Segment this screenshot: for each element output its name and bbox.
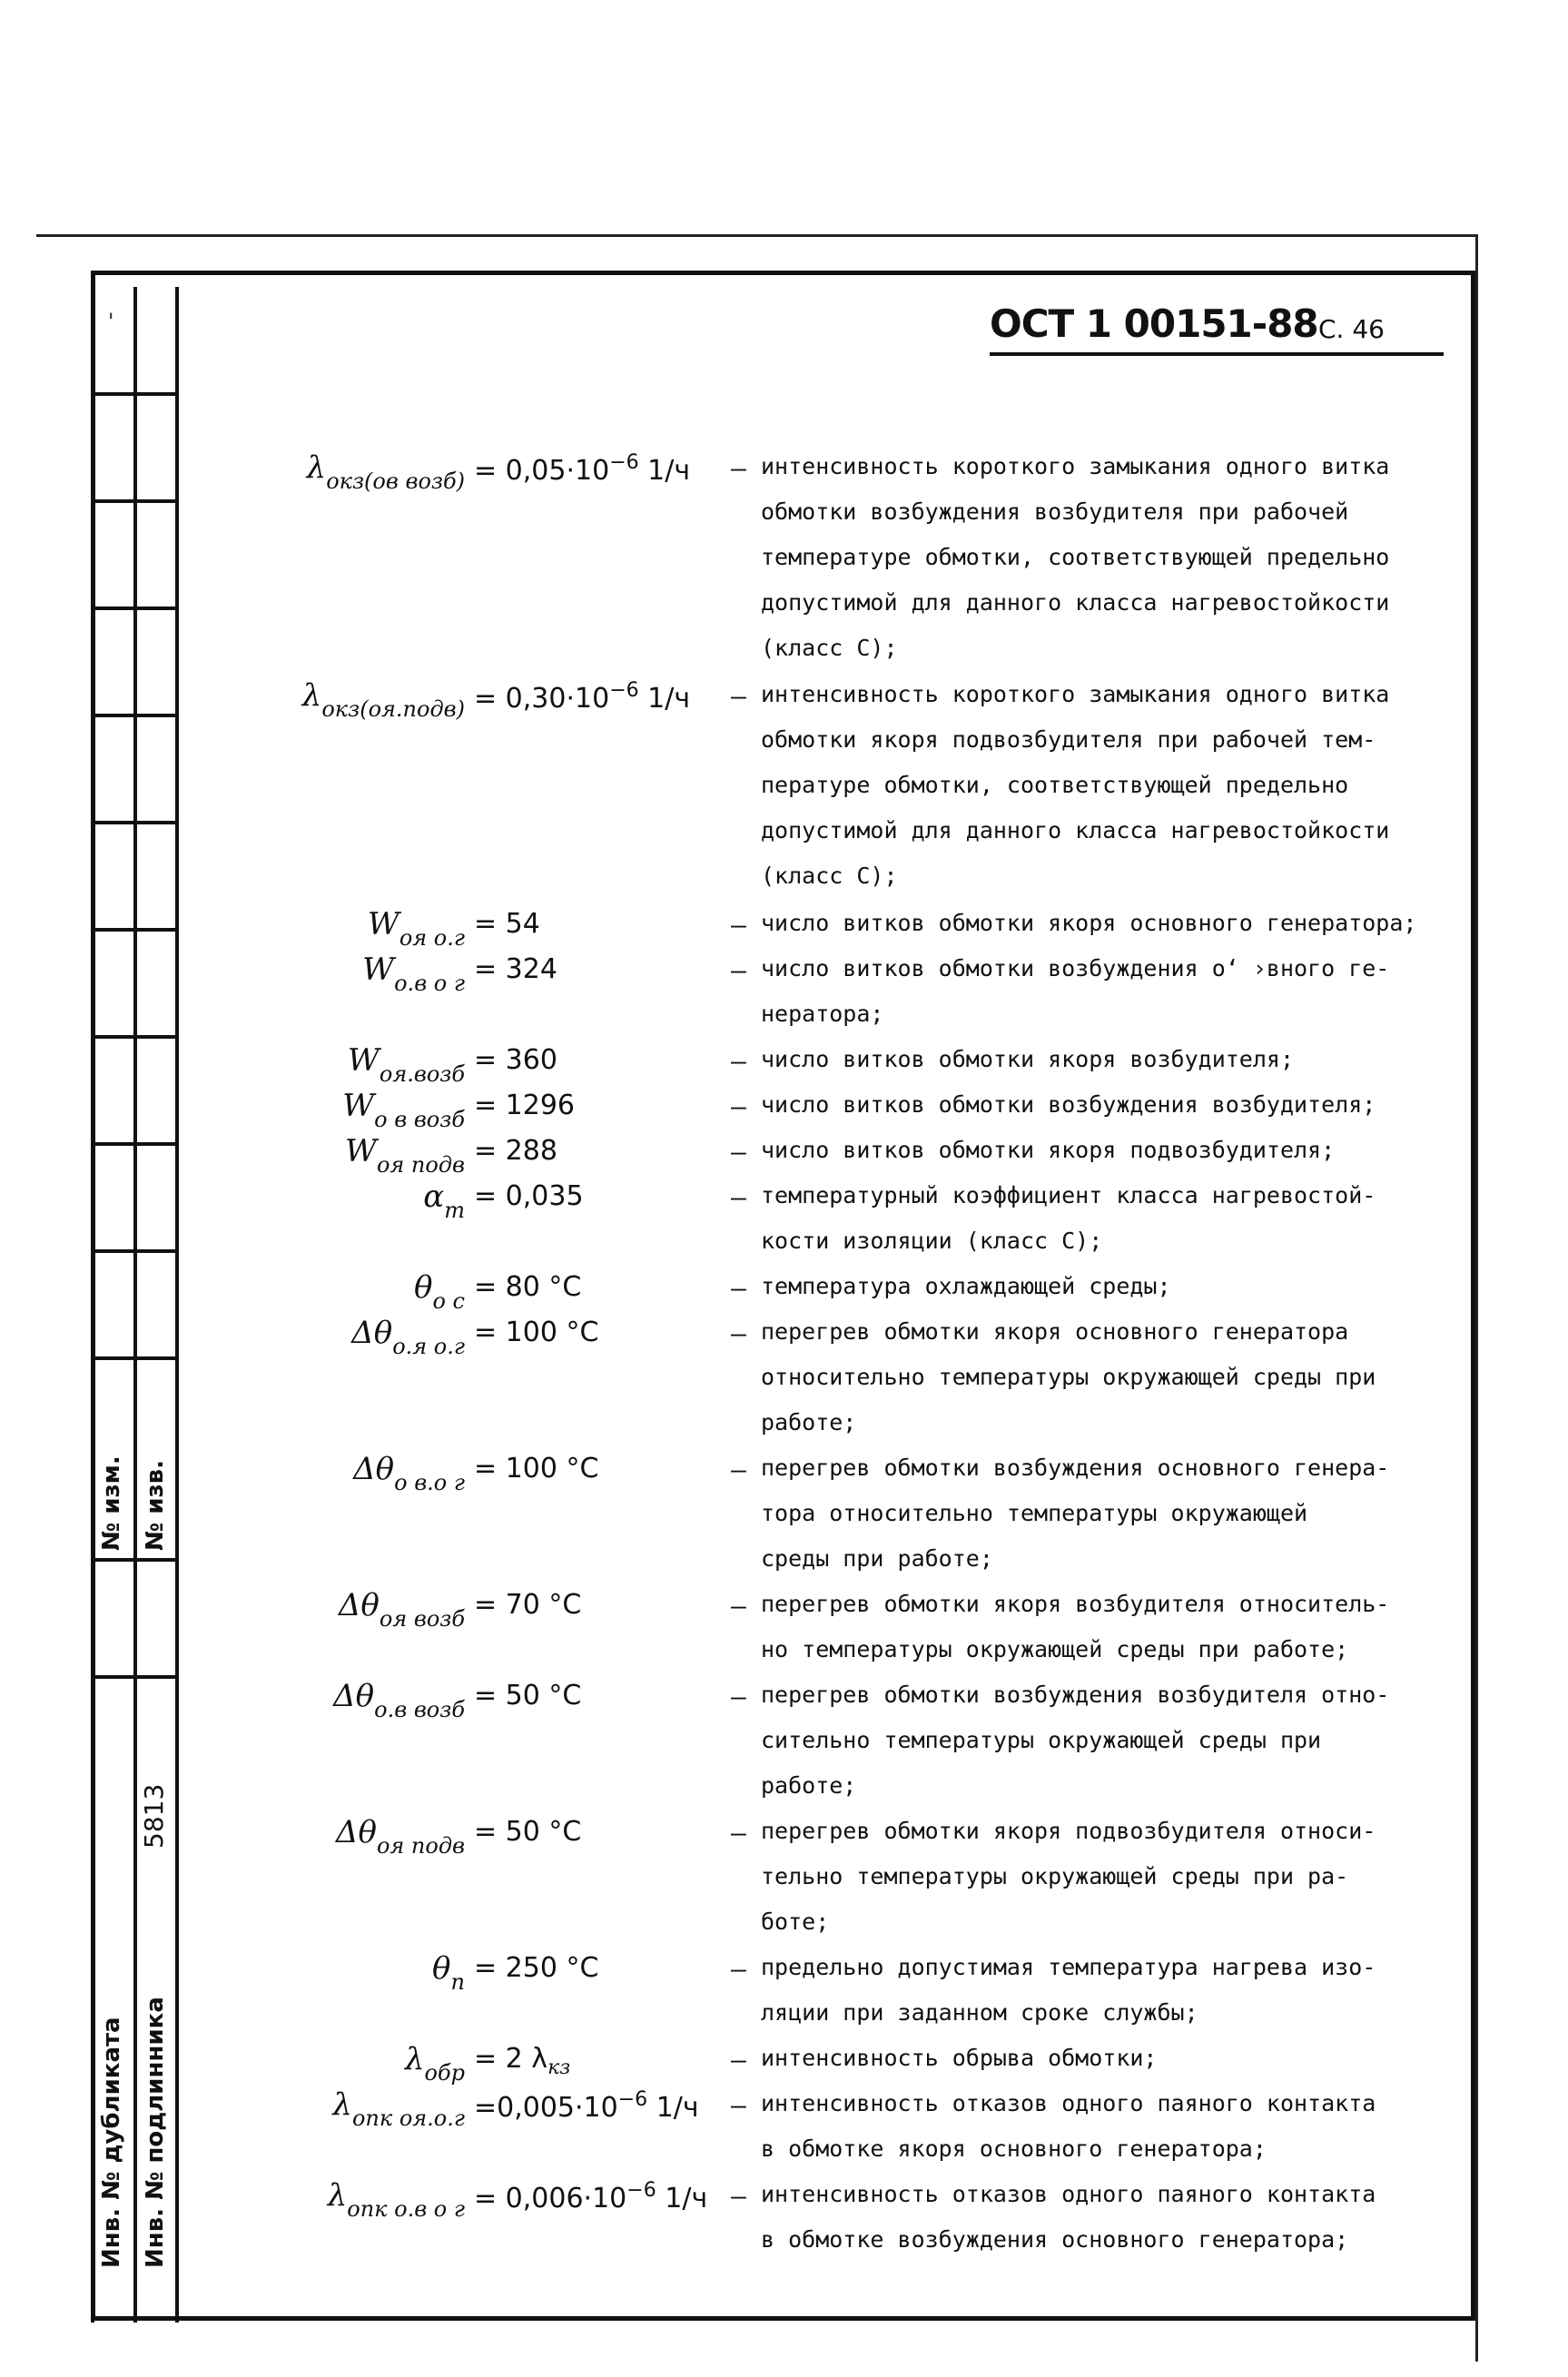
value-unit: 1/ч: [638, 683, 691, 715]
description-line: температуре обмотки, соответствующей предельно: [761, 544, 1390, 570]
parameter-description: [761, 1128, 1433, 1173]
podlinnik-value: 5813: [139, 1783, 169, 1849]
scan-mark: ': [104, 309, 118, 334]
symbol-base: W: [362, 952, 395, 988]
description-line: перегрев обмотки якоря возбудителя относитель-: [761, 1591, 1390, 1617]
value-number: = 100 °С: [474, 1317, 599, 1348]
value-number: =0,005·10: [474, 2092, 618, 2124]
description-line: интенсивность отказов одного паяного контакта: [761, 2181, 1376, 2207]
parameter-symbol: [332, 2086, 465, 2131]
dash-separator: –: [731, 1318, 746, 1348]
value-exponent: −6: [609, 451, 639, 474]
parameter-value: [474, 1816, 581, 1848]
description-line: среды при работе;: [761, 1545, 993, 1572]
symbol-base: α: [423, 1179, 445, 1215]
description-line: перегрев обмотки якоря основного генератора: [761, 1318, 1349, 1345]
value-number: = 0,05·10: [474, 455, 610, 487]
symbol-base: W: [344, 1133, 377, 1169]
margin-cell-divider: [91, 1558, 177, 1562]
dash-separator: –: [731, 1182, 746, 1212]
margin-cell-divider: [91, 607, 177, 610]
description-line: сительно температуры окружающей среды при: [761, 1727, 1322, 1753]
description-line: нератора;: [761, 1001, 884, 1027]
parameter-symbol: [414, 1269, 465, 1314]
value-number: = 0,30·10: [474, 683, 610, 715]
parameter-value: [474, 1271, 581, 1303]
parameter-symbol: [405, 2041, 465, 2086]
symbol-base: Δθ: [333, 1678, 375, 1714]
dash-separator: –: [731, 1818, 746, 1848]
parameter-description: [761, 444, 1433, 671]
label-izm: № изм.: [98, 1455, 125, 1551]
value-number: = 80 °С: [474, 1271, 582, 1303]
symbol-base: Δθ: [351, 1315, 393, 1351]
symbol-subscript: о в возб: [374, 1107, 465, 1132]
value-unit: 1/ч: [638, 455, 691, 487]
value-number: = 1296: [474, 1090, 576, 1121]
margin-cell-divider: [91, 1675, 177, 1679]
symbol-subscript: о с: [432, 1288, 465, 1314]
page-header: [990, 301, 1444, 356]
value-number: = 360: [474, 1044, 557, 1076]
parameter-description: [761, 1945, 1433, 2036]
parameter-symbol: [342, 1088, 465, 1132]
parameter-value: [474, 2179, 707, 2214]
description-line: допустимой для данного класса нагревостойкости: [761, 817, 1390, 843]
dash-separator: –: [731, 1455, 746, 1484]
description-line: работе;: [761, 1772, 857, 1799]
symbol-subscript: о.в возб: [374, 1697, 465, 1722]
parameter-value: [474, 1317, 598, 1348]
symbol-base: λ: [306, 449, 327, 486]
dash-separator: –: [731, 2181, 746, 2211]
description-line: перегрев обмотки возбуждения возбудителя отно-: [761, 1682, 1390, 1708]
margin-line-2: [133, 287, 137, 2323]
value-exponent: −6: [617, 2088, 648, 2111]
dash-separator: –: [731, 1046, 746, 1076]
parameter-value: [474, 1453, 598, 1484]
description-line: интенсивность короткого замыкания одного витка: [761, 453, 1390, 479]
description-line: кости изоляции (класс С);: [761, 1228, 1103, 1254]
description-line: боте;: [761, 1909, 830, 1935]
margin-cell-divider: [91, 714, 177, 717]
description-line: интенсивность отказов одного паяного контакта: [761, 2090, 1376, 2116]
parameter-value: [474, 1680, 581, 1711]
parameter-description: [761, 2081, 1433, 2172]
dash-separator: –: [731, 2045, 746, 2075]
parameter-value: [474, 1135, 557, 1167]
parameter-description: [761, 1582, 1433, 1672]
description-line: но температуры окружающей среды при работе;: [761, 1636, 1349, 1662]
symbol-subscript: о в.о г: [394, 1470, 465, 1495]
symbol-subscript: опк о.в о г: [347, 2196, 465, 2222]
margin-line-3: [175, 287, 179, 2323]
dash-separator: –: [731, 1137, 746, 1167]
margin-cell-divider: [91, 499, 177, 503]
margin-cell-divider: [91, 1249, 177, 1253]
value-number: = 288: [474, 1135, 557, 1167]
value-number: = 2 λ: [474, 2043, 548, 2075]
symbol-base: W: [367, 906, 399, 942]
value-number: = 70 °С: [474, 1589, 582, 1621]
parameter-symbol: [336, 1814, 465, 1859]
label-dublikata: Инв. № дубликата: [98, 2017, 125, 2268]
symbol-subscript: обр: [424, 2060, 465, 2086]
parameter-description: [761, 1809, 1433, 1945]
description-line: перегрев обмотки якоря подвозбудителя относи-: [761, 1818, 1376, 1844]
description-line: тора относительно температуры окружающей: [761, 1500, 1308, 1526]
parameter-value: [474, 1044, 557, 1076]
symbol-base: λ: [327, 2177, 348, 2214]
description-line: температурный коэффициент класса нагревостой-: [761, 1182, 1376, 1208]
value-number: = 324: [474, 953, 557, 985]
dash-separator: –: [731, 681, 746, 711]
parameter-description: [761, 1037, 1433, 1082]
page-number: С. 46: [1318, 314, 1385, 344]
parameter-description: [761, 2172, 1433, 2263]
parameter-value: [474, 2088, 699, 2124]
description-line: число витков обмотки якоря основного генератора;: [761, 910, 1417, 936]
description-line: пературе обмотки, соответствующей предельно: [761, 772, 1349, 798]
parameter-description: [761, 672, 1433, 899]
symbol-base: Δθ: [353, 1451, 395, 1487]
parameter-value: [474, 451, 690, 487]
description-line: (класс С);: [761, 863, 898, 889]
description-line: ляции при заданном сроке службы;: [761, 1999, 1198, 2026]
dash-separator: –: [731, 910, 746, 940]
symbol-subscript: п: [450, 1969, 465, 1995]
parameter-description: [761, 1264, 1433, 1309]
parameter-symbol: [348, 1042, 465, 1087]
parameter-value: [474, 1952, 598, 1984]
margin-cell-divider: [91, 1356, 177, 1360]
symbol-subscript: опк оя.о.г: [351, 2106, 465, 2131]
dash-separator: –: [731, 1591, 746, 1621]
document-code: ОСТ 1 00151-88: [990, 301, 1318, 346]
symbol-subscript: о.в о г: [394, 971, 465, 996]
parameter-symbol: [333, 1678, 465, 1722]
parameter-symbol: [328, 2177, 465, 2222]
margin-cell-divider: [91, 821, 177, 824]
parameter-description: [761, 1309, 1433, 1445]
dash-separator: –: [731, 1091, 746, 1121]
value-exponent: −6: [626, 2179, 656, 2202]
parameter-description: [761, 1445, 1433, 1582]
symbol-subscript: оя.возб: [379, 1061, 465, 1087]
description-line: интенсивность обрыва обмотки;: [761, 2045, 1158, 2071]
symbol-base: λ: [404, 2041, 425, 2077]
symbol-subscript: оя о.г: [399, 925, 465, 951]
description-line: обмотки якоря подвозбудителя при рабочей тем-: [761, 726, 1376, 753]
parameter-value: [474, 679, 690, 715]
symbol-base: λ: [301, 677, 322, 714]
value-number: = 250 °С: [474, 1952, 599, 1984]
value-unit: 1/ч: [647, 2092, 699, 2124]
description-line: тельно температуры окружающей среды при ра-: [761, 1863, 1349, 1889]
description-line: число витков обмотки якоря подвозбудителя;: [761, 1137, 1336, 1163]
symbol-base: Δθ: [338, 1587, 380, 1623]
description-line: в обмотке возбуждения основного генератора;: [761, 2226, 1349, 2253]
parameter-symbol: [432, 1950, 465, 1995]
margin-line-1: [91, 287, 94, 2323]
symbol-subscript: оя подв: [376, 1152, 465, 1178]
label-izv: № изв.: [142, 1460, 169, 1551]
description-line: температура охлаждающей среды;: [761, 1273, 1171, 1299]
dash-separator: –: [731, 1682, 746, 1711]
value-number: = 0,035: [474, 1180, 584, 1212]
symbol-subscript: оя возб: [379, 1606, 465, 1632]
value-number: = 0,006·10: [474, 2183, 627, 2214]
parameter-description: [761, 1672, 1433, 1809]
parameter-description: [761, 946, 1433, 1037]
value-unit: 1/ч: [656, 2183, 708, 2214]
dash-separator: –: [731, 1273, 746, 1303]
parameter-value: [474, 2043, 570, 2079]
dash-separator: –: [731, 955, 746, 985]
parameter-value: [474, 953, 557, 985]
symbol-base: θ: [413, 1269, 433, 1306]
description-line: предельно допустимая температура нагрева изо-: [761, 1954, 1376, 1980]
value-number: = 50 °С: [474, 1680, 582, 1711]
parameter-value: [474, 1589, 581, 1621]
dash-separator: –: [731, 1954, 746, 1984]
description-line: перегрев обмотки возбуждения основного генера-: [761, 1455, 1390, 1481]
dash-separator: –: [731, 453, 746, 483]
description-line: относительно температуры окружающей среды при: [761, 1364, 1376, 1390]
symbol-subscript: о.я о.г: [392, 1334, 465, 1359]
parameter-description: [761, 1082, 1433, 1128]
parameter-value: [474, 1180, 584, 1212]
parameter-symbol: [362, 952, 465, 996]
parameter-description: [761, 2036, 1433, 2081]
symbol-subscript: оя подв: [376, 1833, 465, 1859]
margin-cell-divider: [91, 392, 177, 396]
description-line: число витков обмотки возбуждения возбудителя;: [761, 1091, 1376, 1118]
value-number: = 54: [474, 908, 540, 940]
parameter-symbol: [423, 1179, 465, 1223]
parameter-symbol: [339, 1587, 465, 1632]
description-line: обмотки возбуждения возбудителя при рабочей: [761, 498, 1349, 525]
symbol-base: θ: [432, 1950, 451, 1987]
margin-cell-divider: [91, 1142, 177, 1146]
description-line: (класс С);: [761, 635, 898, 661]
parameter-value: [474, 908, 540, 940]
symbol-base: W: [342, 1088, 375, 1124]
margin-cell-divider: [91, 928, 177, 932]
value-unit: кз: [547, 2056, 571, 2079]
parameter-value: [474, 1090, 575, 1121]
value-exponent: −6: [609, 679, 639, 702]
label-podlinnika: Инв. № подлинника: [142, 1997, 169, 2268]
symbol-subscript: окз(оя.подв): [321, 696, 465, 722]
dash-separator: –: [731, 2090, 746, 2120]
symbol-base: W: [347, 1042, 380, 1079]
parameter-symbol: [353, 1451, 465, 1495]
parameter-description: [761, 1173, 1433, 1264]
description-line: интенсивность короткого замыкания одного витка: [761, 681, 1390, 707]
margin-cell-divider: [91, 1035, 177, 1039]
description-line: в обмотке якоря основного генератора;: [761, 2135, 1267, 2162]
value-number: = 50 °С: [474, 1816, 582, 1848]
description-line: число витков обмотки возбуждения о‘ ›вного ге-: [761, 955, 1390, 981]
parameter-description: [761, 901, 1433, 946]
description-line: число витков обмотки якоря возбудителя;: [761, 1046, 1294, 1072]
value-number: = 100 °С: [474, 1453, 599, 1484]
symbol-subscript: т: [444, 1198, 465, 1223]
parameter-symbol: [302, 677, 465, 722]
parameter-symbol: [345, 1133, 465, 1178]
description-line: допустимой для данного класса нагревостойкости: [761, 589, 1390, 616]
description-line: работе;: [761, 1409, 857, 1435]
symbol-base: λ: [332, 2086, 352, 2123]
parameter-symbol: [368, 906, 465, 951]
symbol-base: Δθ: [335, 1814, 377, 1850]
parameter-symbol: [351, 1315, 465, 1359]
symbol-subscript: окз(ов возб): [326, 468, 465, 494]
parameter-symbol: [307, 449, 465, 494]
